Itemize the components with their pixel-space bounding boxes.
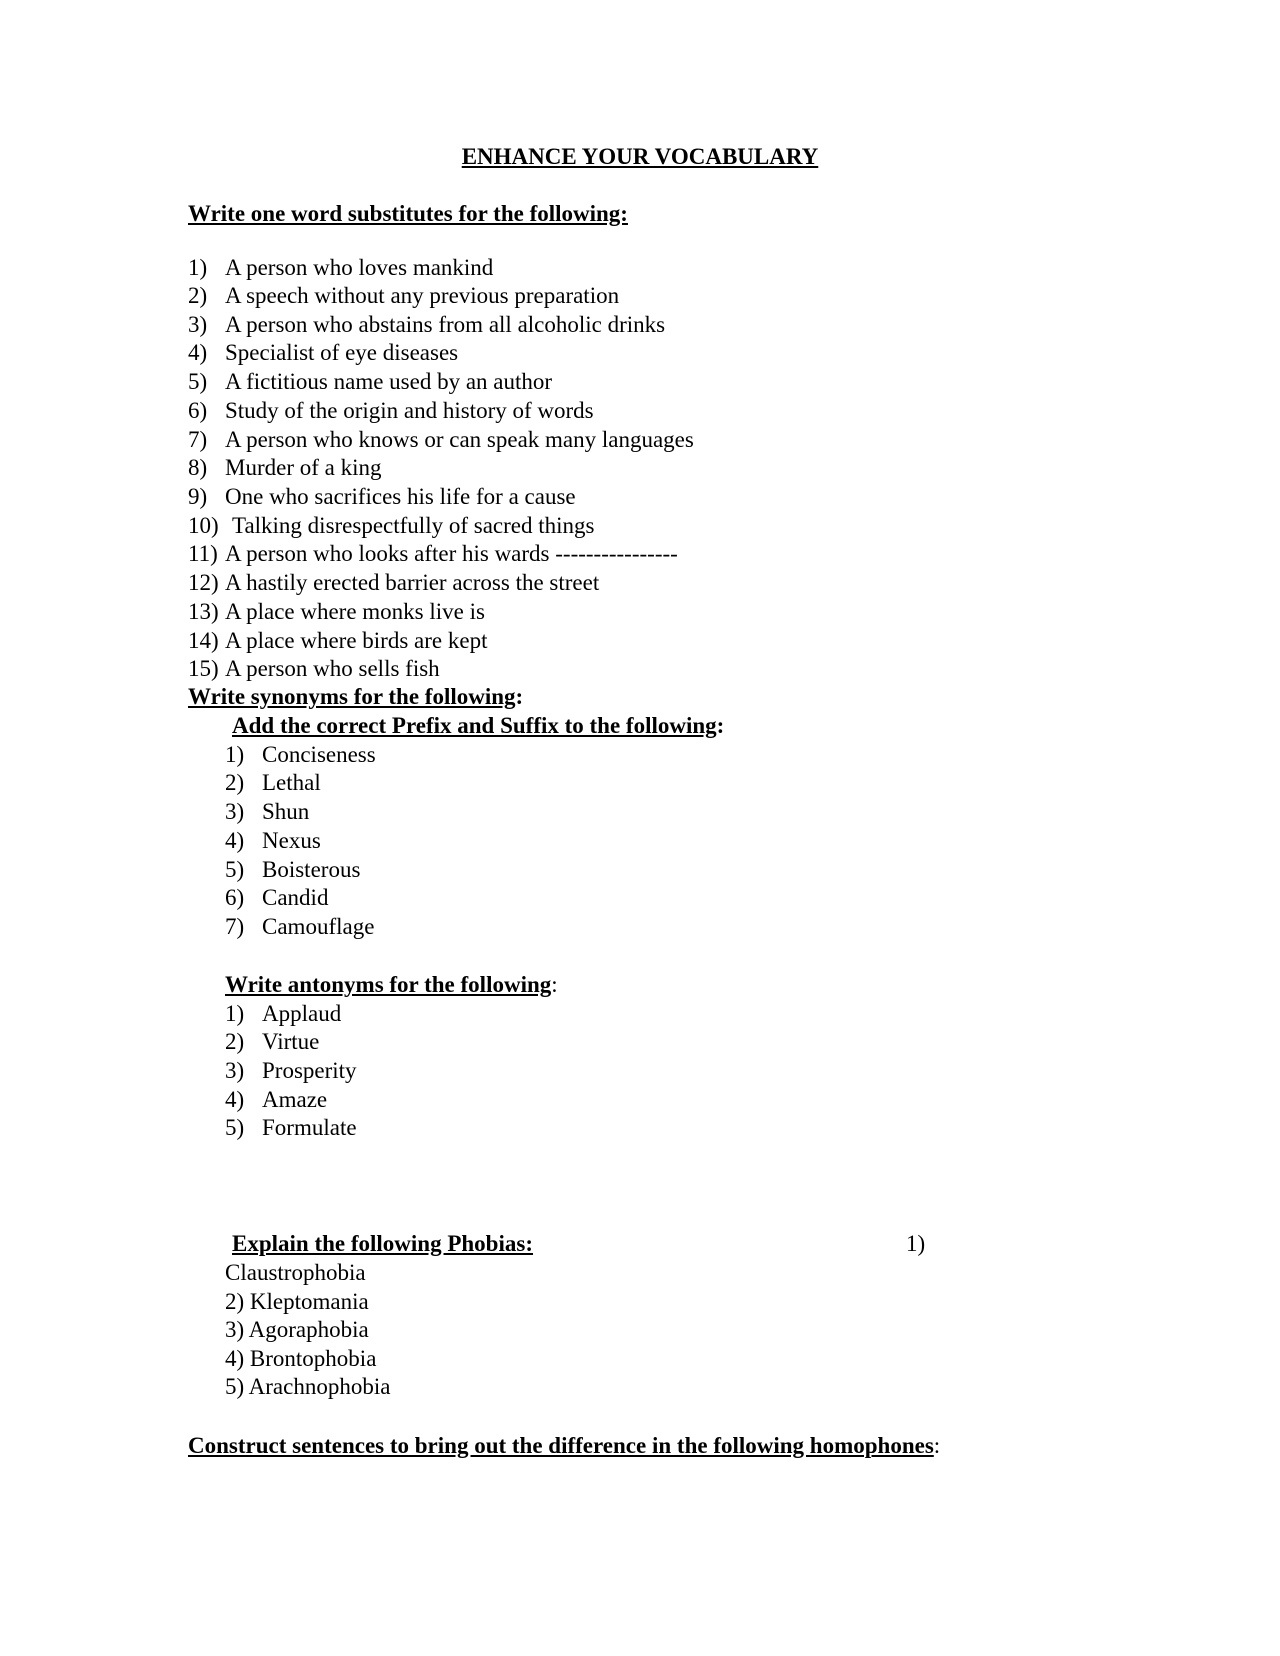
list-item: 5) A fictitious name used by an author [188,369,553,394]
synonyms-heading: Write synonyms for the following: [188,684,524,709]
list-item: 10) Talking disrespectfully of sacred things [188,513,595,538]
list-item: 2) Kleptomania [225,1289,369,1314]
list-item: 1) A person who loves mankind [188,255,494,280]
phobias-first-number: 1) [906,1231,926,1256]
list-item: 14) A place where birds are kept [188,628,488,653]
page-title: ENHANCE YOUR VOCABULARY [461,144,819,169]
list-item: 6) Candid [225,885,329,910]
prefix-suffix-heading: Add the correct Prefix and Suffix to the following: [232,713,725,738]
list-item: 9) One who sacrifices his life for a cause [188,484,576,509]
list-item: 5) Arachnophobia [225,1374,391,1399]
list-item: 11) A person who looks after his wards ---------------- [188,541,678,566]
phobias-heading: Explain the following Phobias: [232,1231,533,1256]
list-item: 15) A person who sells fish [188,656,440,681]
list-item: 4) Nexus [225,828,321,853]
list-item: 2) Lethal [225,770,321,795]
one-word-heading: Write one word substitutes for the following: [188,201,628,226]
list-item: 1) Applaud [225,1001,342,1026]
list-item: 6) Study of the origin and history of words [188,398,594,423]
homophones-heading: Construct sentences to bring out the difference in the following homophones: [188,1433,941,1458]
list-item: 7) Camouflage [225,914,375,939]
list-item: 13) A place where monks live is [188,599,485,624]
list-item: 3) A person who abstains from all alcoholic drinks [188,312,666,337]
list-item: 12) A hastily erected barrier across the street [188,570,600,595]
list-item: 2) Virtue [225,1029,320,1054]
list-item: 2) A speech without any previous preparation [188,283,620,308]
list-item: 5) Formulate [225,1115,357,1140]
list-item: Claustrophobia [225,1260,366,1285]
list-item: 7) A person who knows or can speak many languages [188,427,694,452]
list-item: 4) Specialist of eye diseases [188,340,459,365]
list-item: 4) Brontophobia [225,1346,377,1371]
list-item: 5) Boisterous [225,857,361,882]
list-item: 4) Amaze [225,1087,328,1112]
list-item: 3) Prosperity [225,1058,357,1083]
antonyms-heading: Write antonyms for the following: [225,972,558,997]
list-item: 8) Murder of a king [188,455,382,480]
list-item: 1) Conciseness [225,742,376,767]
list-item: 3) Shun [225,799,310,824]
list-item: 3) Agoraphobia [225,1317,369,1342]
